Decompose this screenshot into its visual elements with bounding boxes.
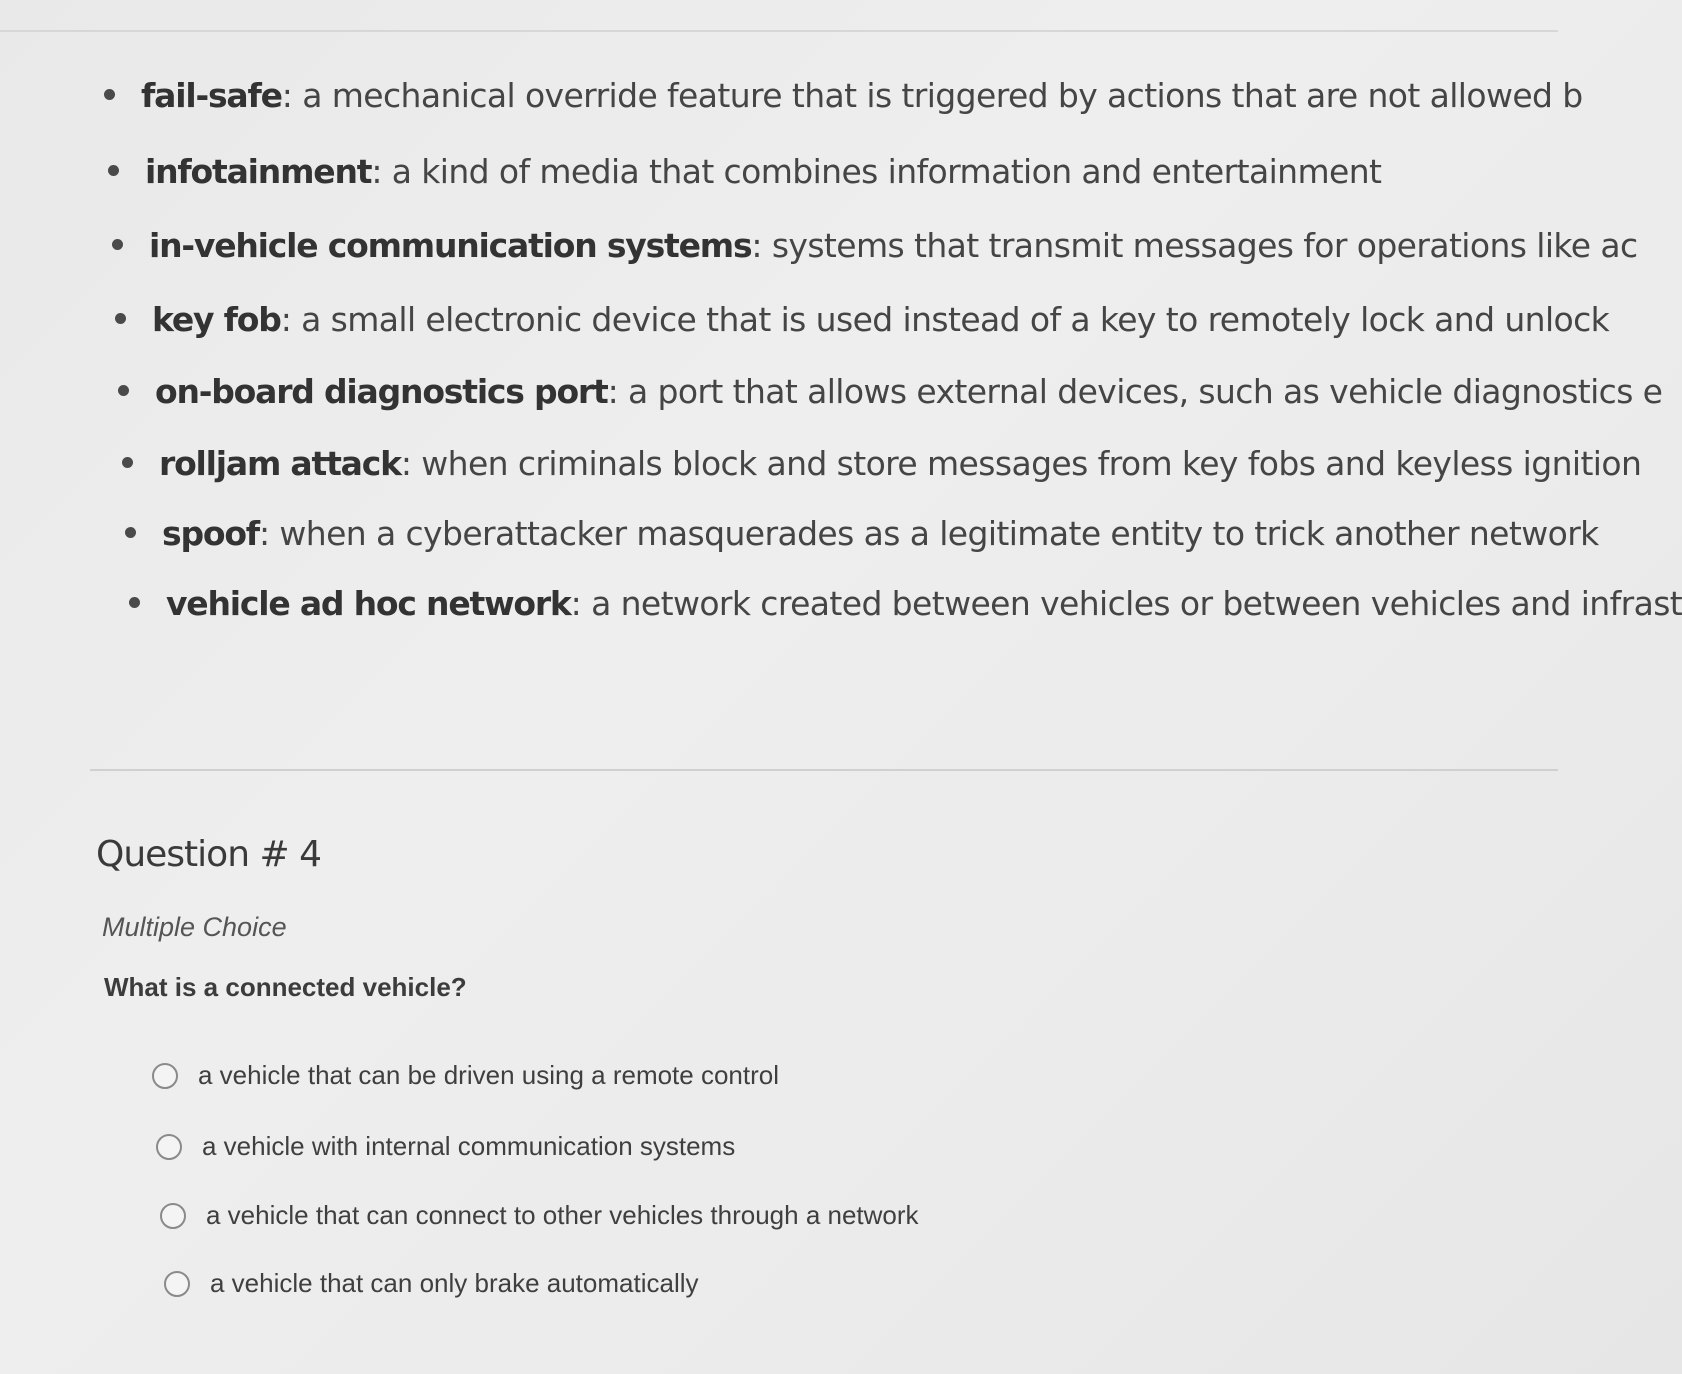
vocab-definition: : when a cyberattacker masquerades as a legitimate entity to trick another network xyxy=(258,514,1599,553)
answer-option-label[interactable]: a vehicle that can connect to other vehicles through a network xyxy=(206,1200,919,1230)
vocab-item-rolljam-attack xyxy=(122,442,1641,486)
vocab-definition: : a small electronic device that is used instead of a key to remotely lock and unlock xyxy=(280,300,1610,339)
answer-option-2[interactable] xyxy=(156,1131,735,1162)
answer-option-4[interactable] xyxy=(164,1268,699,1299)
vocab-term: fail-safe xyxy=(141,76,282,115)
question-prompt: What is a connected vehicle? xyxy=(104,972,467,1002)
bullet-icon xyxy=(122,457,133,468)
bullet-icon xyxy=(115,313,126,324)
vocab-term: vehicle ad hoc network xyxy=(166,584,571,623)
vocab-definition: : a mechanical override feature that is triggered by actions that are not allowed b xyxy=(281,76,1583,115)
vocab-item-vehicle-ad-hoc-network xyxy=(129,582,1682,626)
vocab-term: rolljam attack xyxy=(159,444,401,483)
radio-button-icon[interactable] xyxy=(160,1203,186,1229)
bullet-icon xyxy=(118,385,129,396)
vocab-definition: : a port that allows external devices, such as vehicle diagnostics e xyxy=(607,372,1663,411)
vocab-term: spoof xyxy=(162,514,259,553)
vocab-definition: : a kind of media that combines information and entertainment xyxy=(371,152,1382,191)
vocab-term: key fob xyxy=(152,300,281,339)
vocab-item-in-vehicle-communication-systems xyxy=(112,224,1638,268)
section-divider xyxy=(90,769,1558,771)
radio-button-icon[interactable] xyxy=(152,1063,178,1089)
vocab-item-spoof xyxy=(125,512,1599,556)
answer-option-label[interactable]: a vehicle that can be driven using a remote control xyxy=(198,1060,780,1090)
answer-option-label[interactable]: a vehicle with internal communication systems xyxy=(202,1131,736,1161)
bullet-icon xyxy=(108,165,119,176)
vocab-term: in-vehicle communication systems xyxy=(149,226,752,265)
vocab-definition: : when criminals block and store messages from key fobs and keyless ignition xyxy=(400,444,1642,483)
question-type: Multiple Choice xyxy=(102,912,287,942)
bullet-icon xyxy=(125,527,136,538)
vocab-term: infotainment xyxy=(145,152,372,191)
bullet-icon xyxy=(112,239,123,250)
radio-button-icon[interactable] xyxy=(164,1271,190,1297)
radio-button-icon[interactable] xyxy=(156,1134,182,1160)
answer-option-label[interactable]: a vehicle that can only brake automatically xyxy=(210,1268,699,1298)
vocab-item-infotainment xyxy=(108,150,1381,194)
vocab-term: on-board diagnostics port xyxy=(155,372,608,411)
top-divider xyxy=(0,30,1558,32)
answer-option-1[interactable] xyxy=(152,1060,779,1091)
vocab-definition: : systems that transmit messages for operations like ac xyxy=(751,226,1638,265)
bullet-icon xyxy=(129,597,140,608)
vocab-definition: : a network created between vehicles or between vehicles and infrast xyxy=(570,584,1682,623)
question-title: Question # 4 xyxy=(96,834,321,875)
answer-option-3[interactable] xyxy=(160,1200,919,1231)
bullet-icon xyxy=(104,89,115,100)
vocab-item-fail-safe xyxy=(104,74,1583,118)
vocab-item-on-board-diagnostics-port xyxy=(118,370,1662,414)
vocab-item-key-fob xyxy=(115,298,1609,342)
